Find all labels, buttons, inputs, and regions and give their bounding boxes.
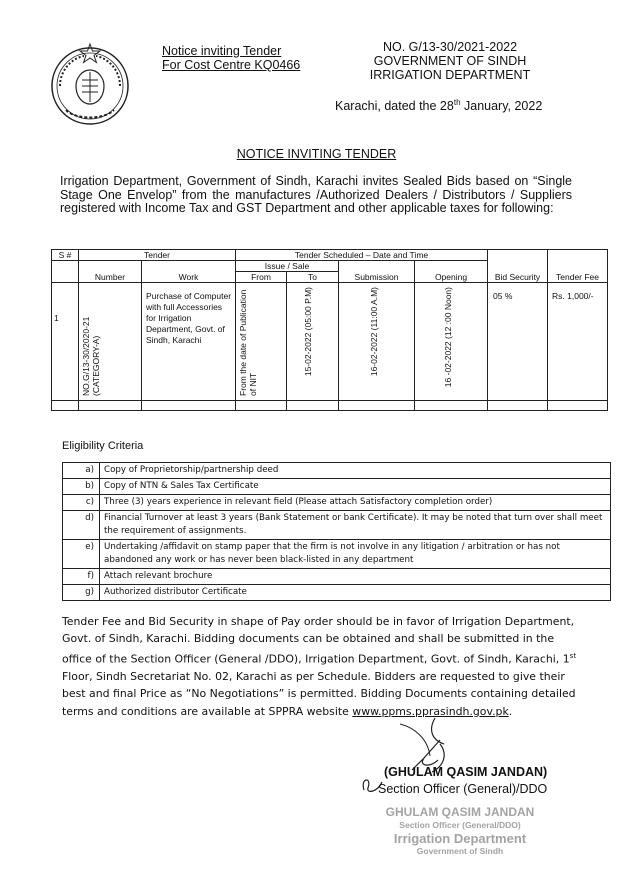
criteria-text: Undertaking /affidavit on stamp paper that the firm is not involve in any litigation / arbitration or has not abandoned any work or has never been black-listed in any department (100, 540, 611, 569)
stamp-line-3: Irrigation Department (393, 831, 527, 846)
criteria-key: f) (63, 569, 100, 585)
official-stamp (375, 806, 545, 858)
header-submission: Submission (339, 261, 415, 283)
header-work: Work (142, 261, 236, 283)
footer-text-3: . (508, 704, 513, 718)
header-tender-fee: Tender Fee (548, 250, 608, 283)
header-bid-security: Bid Security (488, 250, 548, 283)
header-issue-sale: Issue / Sale (236, 261, 339, 272)
government-seal-logo (46, 40, 134, 128)
page-title: NOTICE INVITING TENDER (236, 147, 397, 161)
list-item (63, 511, 611, 540)
footer-superscript: st (569, 651, 577, 660)
criteria-key: c) (63, 495, 100, 511)
criteria-key: a) (63, 463, 100, 479)
table-row (52, 283, 608, 401)
row-bid-security: 05 % (488, 283, 548, 401)
list-item (63, 495, 611, 511)
criteria-key: e) (63, 540, 100, 569)
criteria-text: Authorized distributor Certificate (100, 585, 611, 601)
header-tender: Tender (79, 250, 236, 261)
row-issue-from: From the date of Publication of NIT (238, 289, 258, 396)
criteria-text: Copy of NTN & Sales Tax Certificate (100, 479, 611, 495)
stamp-line-2: Section Officer (General/DDO) (399, 820, 521, 830)
row-sno: 1 (52, 283, 79, 401)
row-tender-number: NO.G/13-30/2020-21 (CATEGORY-A) (81, 316, 101, 396)
criteria-text: Attach relevant brochure (100, 569, 611, 585)
list-item (63, 585, 611, 601)
header-schedule: Tender Scheduled – Date and Time (236, 250, 488, 261)
criteria-key: b) (63, 479, 100, 495)
row-opening: 16 -02-2022 (12 :00 Noon) (443, 287, 453, 388)
list-item (63, 479, 611, 495)
eligibility-table (62, 462, 611, 601)
reference-number: NO. G/13-30/2021-2022 (382, 40, 518, 54)
date-line (335, 98, 542, 113)
row-work-description: Purchase of Computer with full Accessories for Irrigation Department, Govt. of Sindh, Karachi (142, 283, 236, 401)
header-from: From (236, 272, 287, 283)
date-suffix: January, 2022 (460, 99, 543, 114)
criteria-key: d) (63, 511, 100, 540)
notice-line-2: For Cost Centre KQ0466 (162, 58, 301, 72)
header-opening: Opening (415, 261, 488, 283)
header-number: Number (79, 261, 142, 283)
footer-text-2: Floor, Sindh Secretariat No. 02, Karachi as per Schedule. Bidders are requested to give their best and final Price as “No Negotiations” is permitted. Bidding Documents containing detailed terms and conditions are available at SPPRA website (62, 669, 576, 718)
sppra-website-link[interactable]: www.ppms.pprasindh.gov.pk (352, 704, 509, 718)
list-item (63, 540, 611, 569)
row-issue-to: 15-02-2022 (05:00 P.M) (303, 287, 313, 377)
department-name: IRRIGATION DEPARTMENT (369, 68, 531, 82)
header-sno: S # (52, 250, 79, 261)
notice-line-1: Notice inviting Tender (162, 44, 282, 58)
footer-text-1: Tender Fee and Bid Security in shape of Pay order should be in favor of Irrigation Department, Govt. of Sindh, Karachi. Bidding documents can be obtained and shall be submitted in the office of the Section Officer (General /DDO), Irrigation Department, Govt. of Sindh, Karachi, 1 (62, 615, 575, 666)
intro-paragraph: Irrigation Department, Government of Sindh, Karachi invites Sealed Bids based on “Single Stage One Envelop” from the manufactures /Authorized Dealers / Distributors / Suppliers registered with Income Tax and GST Department and other applicable taxes for following: (60, 174, 572, 216)
list-item (63, 463, 611, 479)
date-superscript: th (453, 98, 461, 107)
criteria-text: Copy of Proprietorship/partnership deed (100, 463, 611, 479)
signatory-name: (GHULAM QASIM JANDAN) (384, 765, 548, 779)
stamp-line-4: Government of Sindh (416, 846, 504, 856)
date-prefix: Karachi, dated the 28 (335, 99, 454, 114)
tender-table (51, 249, 608, 411)
header-sno-empty (52, 261, 79, 283)
table-row-empty (52, 401, 608, 411)
eligibility-label: Eligibility Criteria (62, 440, 144, 452)
list-item (63, 569, 611, 585)
footer-paragraph (62, 613, 577, 720)
signatory-designation: Section Officer (General)/DDO (378, 782, 548, 796)
government-name: GOVERNMENT OF SINDH (373, 54, 527, 68)
header-to: To (287, 272, 339, 283)
row-tender-fee: Rs. 1,000/- (548, 283, 608, 401)
stamp-line-1: GHULAM QASIM JANDAN (385, 805, 535, 819)
notice-heading-left (162, 44, 300, 72)
criteria-key: g) (63, 585, 100, 601)
row-submission: 16-02-2022 (11:00 A.M) (369, 287, 379, 377)
reference-heading-right (330, 40, 570, 82)
criteria-text: Three (3) years experience in relevant field (Please attach Satisfactory completion order) (100, 495, 611, 511)
criteria-text: Financial Turnover at least 3 years (Bank Statement or bank Certificate). It may be noted that turn over shall meet the requirement of assignments. (100, 511, 611, 540)
